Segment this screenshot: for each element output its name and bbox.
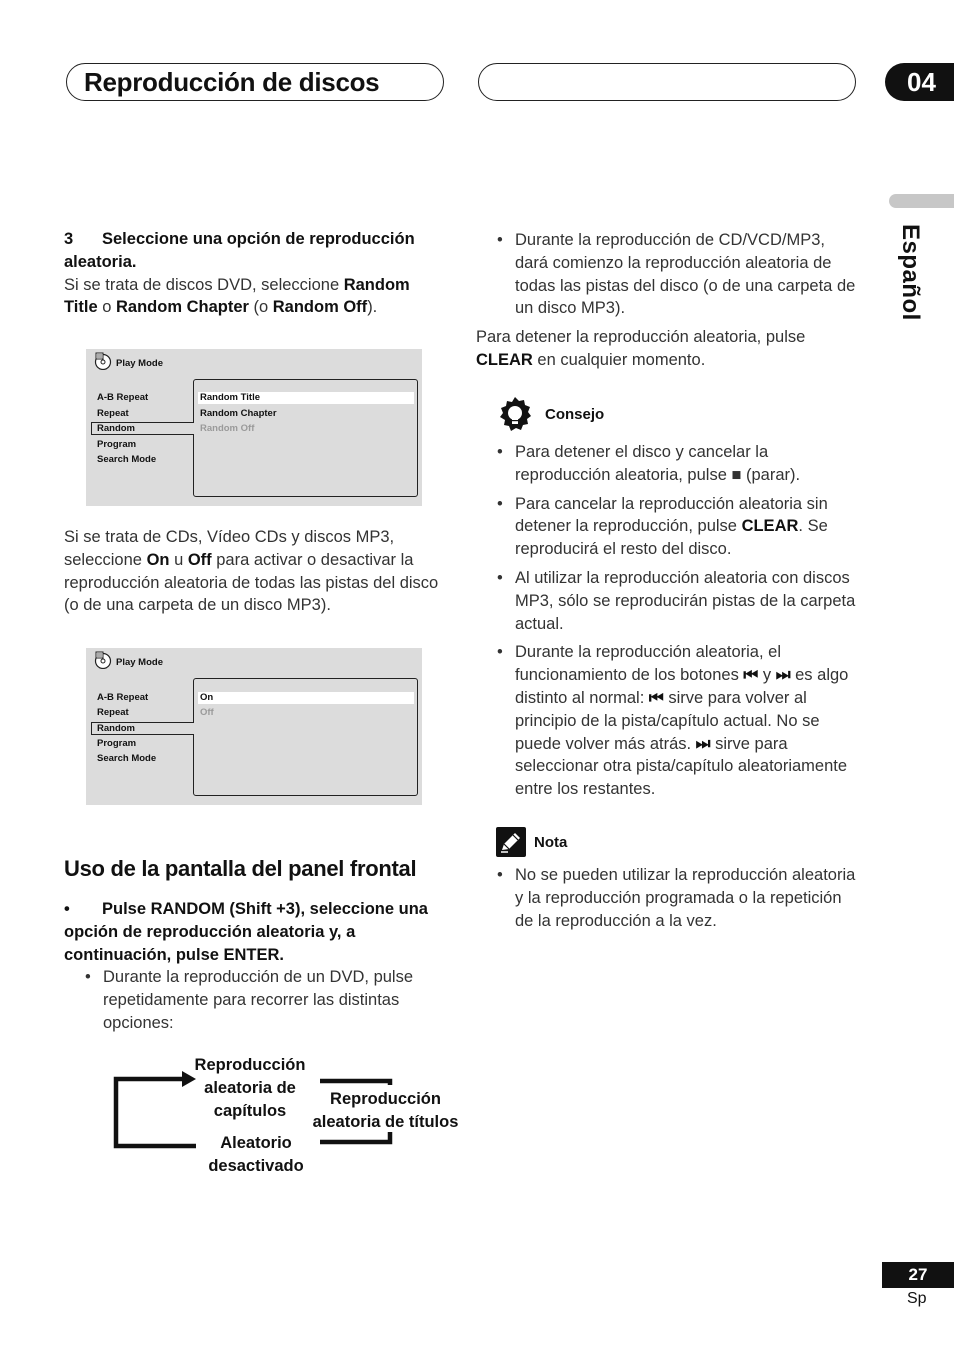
right-bullet-cd: [497, 229, 857, 320]
nota-text-1: No se pueden utilizar la reproducción aleatoria y la reproducción programada o la repetición de la reproducción a la vez.: [515, 866, 856, 930]
step-heading-text: Seleccione una opción de reproducción aleatoria.: [64, 230, 415, 271]
cd-text-2: u: [169, 550, 188, 569]
step3-description: [64, 274, 444, 320]
play-mode-screen-dvd: [86, 349, 422, 506]
flow-off-label: Aleatorio desactivado: [208, 1134, 304, 1175]
language-tab-label: Español: [897, 224, 924, 321]
lightbulb-icon: [496, 396, 534, 434]
consejo-text-3: Al utilizar la reproducción aleatoria con discos MP3, sólo se reproducirán pistas de la carpeta actual.: [515, 568, 856, 633]
consejo-text-4a: Durante la reproducción aleatoria, el funcionamiento de los botones: [515, 643, 781, 685]
front-panel-bullet: [64, 898, 434, 966]
bullet-dot: •: [497, 643, 503, 662]
menu-item-search-mode[interactable]: Search Mode: [97, 753, 157, 764]
nota-label: Nota: [534, 834, 568, 851]
consejo-item-1: [497, 441, 859, 487]
screen-title: Play Mode: [116, 657, 163, 668]
option-off: Off: [187, 550, 212, 569]
chapter-badge: 04: [885, 63, 954, 101]
conj: y: [758, 666, 776, 685]
option-random-off[interactable]: Random Off: [200, 423, 255, 434]
play-mode-screen-cd: [86, 648, 422, 805]
bullet-dot: •: [85, 968, 91, 987]
section-heading: Uso de la pantalla del panel frontal: [64, 856, 417, 881]
consejo-text-1: Para detener el disco y cancelar la reproducción aleatoria, pulse ■ (parar).: [515, 443, 801, 484]
flow-titles-label: Reproducción aleatoria de títulos: [312, 1090, 459, 1131]
consejo-text-2b: . Se reproducirá el resto del disco.: [515, 517, 828, 559]
next-icon: ⏭: [775, 666, 791, 685]
cd-paragraph: [64, 526, 449, 617]
pencil-note-icon: [496, 827, 526, 857]
right-bullet-text: Durante la reproducción de CD/VCD/MP3, dará comienzo la reproducción aleatoria de todas las pistas del disco (o de una carpeta de un disco MP3).: [515, 231, 856, 318]
clear-key: CLEAR: [476, 350, 533, 369]
option-on[interactable]: On: [198, 692, 414, 704]
bullet-dot: •: [497, 443, 503, 461]
menu-item-program[interactable]: Program: [97, 439, 137, 450]
option-random-chapter[interactable]: Random Chapter: [200, 408, 277, 419]
menu-item-random[interactable]: Random: [97, 423, 135, 434]
consejo-item-4: [497, 641, 859, 801]
front-panel-instruction: Pulse RANDOM (Shift +3), seleccione una opción de reproducción aleatoria y, a continuación, pulse ENTER.: [64, 900, 428, 964]
menu-item-repeat[interactable]: Repeat: [97, 408, 129, 419]
option-random-chapter: Random Chapter: [115, 298, 249, 317]
nota-item-1: [497, 864, 859, 932]
consejo-text-4d: sirve para seleccionar otra pista/capítulo aleatoriamente entre los restantes.: [515, 734, 848, 799]
disc-icon: [94, 352, 112, 370]
option-random-off: Random Off: [272, 298, 368, 317]
page-number: 27: [882, 1262, 954, 1288]
sub-bullet-text: Durante la reproducción de un DVD, pulse repetidamente para recorrer las distintas opciones:: [103, 968, 414, 1032]
menu-item-ab-repeat[interactable]: A-B Repeat: [97, 392, 149, 403]
option-random-title: Random Title: [64, 275, 410, 317]
option-on: On: [146, 550, 170, 569]
stop-text-2: en cualquier momento.: [532, 350, 706, 369]
menu-item-program[interactable]: Program: [97, 738, 137, 749]
sep: o: [97, 298, 116, 317]
bullet-dot: •: [497, 494, 503, 513]
step-number: 3: [64, 230, 74, 248]
stop-paragraph: [476, 326, 856, 372]
front-panel-sub-bullet: [64, 966, 434, 1034]
disc-icon: [94, 651, 112, 669]
step3-block: [64, 228, 444, 319]
menu-item-search-mode[interactable]: Search Mode: [97, 454, 157, 465]
nota-list: [497, 864, 859, 932]
option-off[interactable]: Off: [200, 707, 214, 718]
consejo-item-2: [497, 493, 859, 561]
bullet-dot: •: [497, 231, 503, 249]
bullet-dot: •: [64, 900, 70, 918]
consejo-list: [497, 441, 859, 801]
bullet-dot: •: [497, 866, 503, 884]
menu-item-random[interactable]: Random: [97, 723, 135, 734]
front-panel-step: [64, 898, 434, 1035]
consejo-text-2a: Para cancelar la reproducción aleatoria sin detener la reproducción, pulse: [515, 494, 828, 536]
step3-prefix: Si se trata de discos DVD, seleccione: [64, 275, 344, 294]
consejo-text-4c: sirve para volver al principio de la pista/capítulo actual. No se puede volver más atrás.: [515, 688, 820, 753]
screen-title: Play Mode: [116, 358, 163, 369]
page-language-code: Sp: [907, 1290, 927, 1307]
flow-line-left: [116, 1079, 196, 1146]
consejo-label: Consejo: [545, 406, 605, 423]
sep: ).: [367, 298, 378, 317]
cd-text-1: Si se trata de CDs, Vídeo CDs y discos MP3, seleccione: [64, 528, 395, 569]
page-title: Reproducción de discos: [84, 67, 380, 97]
option-random-title[interactable]: Random Title: [198, 392, 414, 404]
cd-text-3: para activar o desactivar la reproducción aleatoria de todas las pistas del disco (o de una carpeta de un disco MP3).: [64, 550, 439, 615]
menu-item-ab-repeat[interactable]: A-B Repeat: [97, 692, 149, 703]
flow-line-top-right: [320, 1081, 390, 1085]
step3-heading: [64, 228, 444, 274]
sep: (o: [248, 298, 273, 317]
header-empty-frame: [478, 63, 856, 101]
flow-chapters-label: Reproducción aleatoria de capítulos: [194, 1056, 306, 1120]
previous-icon: ⏮: [743, 666, 759, 685]
menu-item-repeat[interactable]: Repeat: [97, 707, 129, 718]
language-tab-bar: [889, 194, 954, 208]
consejo-item-3: [497, 567, 859, 635]
consejo-text-4b: es algo distinto al normal:: [515, 666, 849, 707]
next-icon: ⏭: [695, 734, 711, 753]
previous-icon: ⏮: [648, 688, 664, 707]
stop-text-1: Para detener la reproducción aleatoria, pulse: [476, 328, 806, 346]
bullet-dot: •: [497, 568, 503, 587]
clear-key: CLEAR: [741, 517, 799, 536]
